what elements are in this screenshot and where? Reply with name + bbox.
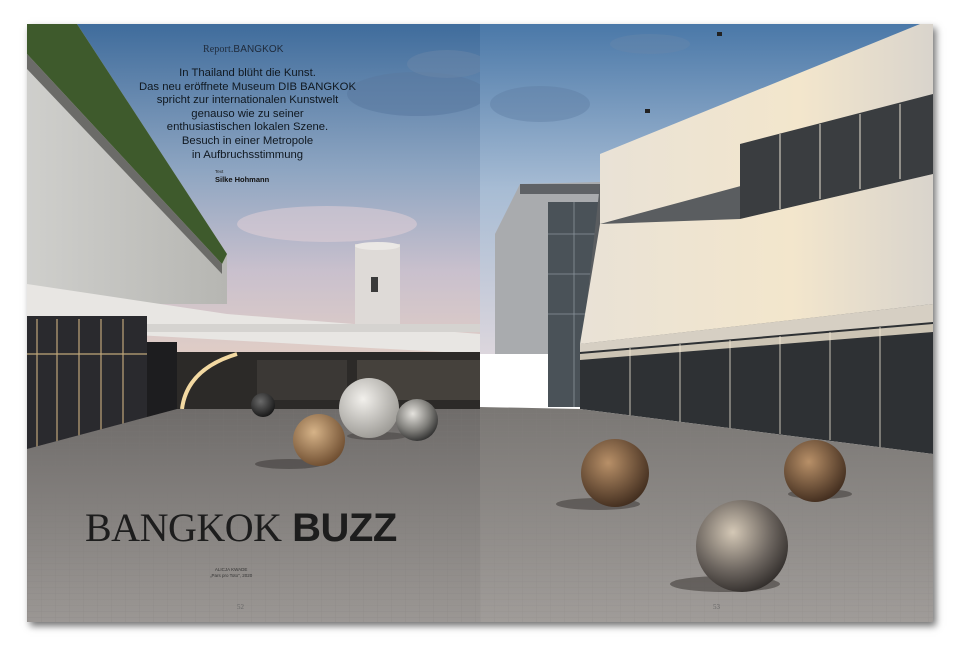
title-serif: BANGKOK	[85, 505, 282, 550]
lead-line: Besuch in einer Metropole	[181, 134, 314, 147]
page-number-left: 52	[237, 603, 244, 611]
sculpture-ball-brown	[293, 414, 345, 466]
courtyard-photo-right	[480, 24, 933, 622]
kicker-report: Report.	[203, 44, 234, 55]
left-page	[27, 24, 480, 622]
sculpture-ball-white	[339, 378, 399, 438]
photo-caption	[210, 567, 252, 579]
lead-line: In Thailand blüht die Kunst.	[179, 67, 316, 79]
caption-work: „Pars pro Toto", 2020	[210, 573, 253, 578]
article-title	[85, 506, 397, 550]
author-byline: Silke Hohmann	[215, 175, 270, 184]
sculpture-ball-brown	[784, 440, 846, 502]
article-lead	[120, 67, 375, 162]
page-number-right: 53	[713, 603, 720, 611]
caption-artist: ALICJA KWADE	[214, 567, 248, 572]
section-kicker	[203, 44, 284, 55]
kicker-city: BANGKOK	[233, 44, 284, 55]
lead-line: genauso wie zu seiner	[191, 107, 304, 120]
lead-line: Das neu eröffnete Museum DIB BANGKOK	[138, 80, 357, 93]
sculpture-ball-dark	[251, 393, 275, 417]
title-sans: BUZZ	[292, 506, 397, 550]
sculpture-ball-brown	[581, 439, 649, 507]
byline-label: Text	[215, 169, 224, 174]
sculpture-ball-grey	[696, 500, 788, 592]
lead-line: enthusiastischen lokalen Szene.	[166, 121, 329, 134]
sculpture-ball-marbled	[396, 399, 438, 441]
right-page	[480, 24, 933, 622]
magazine-spread	[27, 24, 933, 622]
lead-line: spricht zur internationalen Kunstwelt	[156, 94, 339, 107]
lead-line: in Aufbruchsstimmung	[191, 148, 304, 161]
